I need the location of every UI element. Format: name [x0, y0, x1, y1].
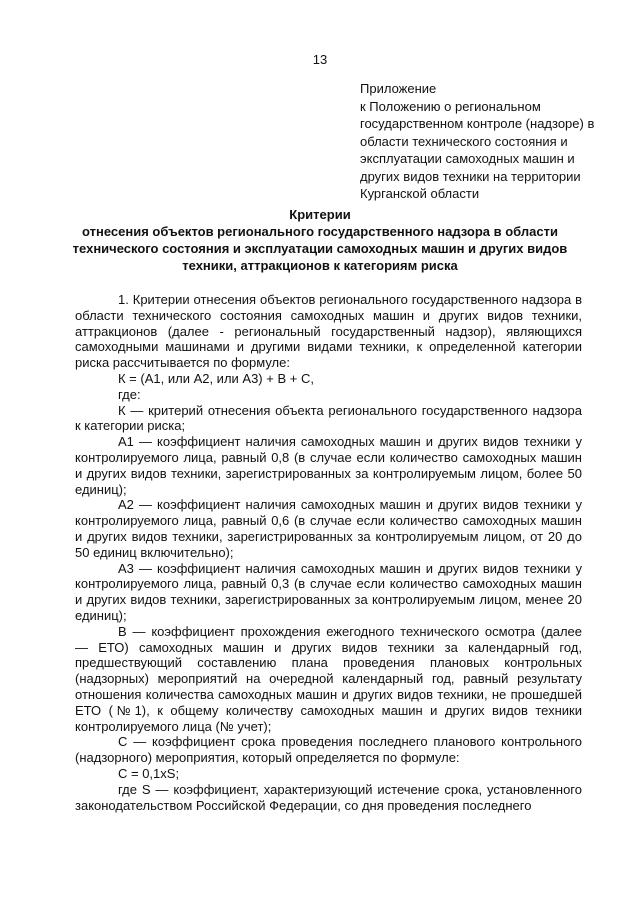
appendix-line: других видов техники на территории — [360, 168, 581, 184]
appendix-line: государственном контроле (надзоре) в — [360, 116, 595, 131]
formula-k: К = (А1, или А2, или А3) + В + С, — [118, 370, 314, 386]
definition-c: С — коэффициент срока проведения последнего планового контрольного (надзорного) мероприятия, который определяется по формуле: — [75, 734, 582, 766]
definition-s: где S — коэффициент, характеризующий истечение срока, установленного законодательством Российской Федерации, со дня проведения последнего — [75, 781, 582, 813]
definition-a1: А1 — коэффициент наличия самоходных машин и других видов техники у контролируемого лица, равный 0,8 (в случае если количество самоходных машин и других видов техники, зарегистрированных за контролируемым лицом, более 50 единиц); — [75, 434, 582, 497]
appendix-line: к Положению о региональном — [360, 98, 541, 114]
appendix-line: Приложение — [360, 81, 437, 96]
page-number: 13 — [312, 52, 328, 67]
appendix-line: области технического состояния и — [360, 133, 568, 149]
appendix-header — [360, 80, 620, 203]
formula-c: С = 0,1хS; — [118, 765, 180, 781]
definition-k: К — критерий отнесения объекта регионального государственного надзора к категории риска; — [75, 402, 582, 434]
appendix-line: эксплуатации самоходных машин и — [360, 151, 575, 166]
paragraph-criteria: 1. Критерии отнесения объектов регионального государственного надзора в области технического состояния самоходных машин и других видов техники, аттракционов (далее - региональный государственный надзор), являющихся самоходными машинами и другими видами техники, к определенной категории риска рассчитывается по формуле: — [75, 292, 582, 371]
definition-a3: А3 — коэффициент наличия самоходных машин и других видов техники у контролируемого лица, равный 0,3 (в случае если количество самоходных машин и других видов техники, зарегистрированных за контролируемым лицом, менее 20 единиц); — [75, 560, 582, 623]
definition-b: В — коэффициент прохождения ежегодного технического осмотра (далее — ЕТО) самоходных машин и других видов техники за календарный год, предшествующий составлению плана проведения плановых контрольных (надзорных) мероприятий на очередной календарный год, равный результату отношения количества самоходных машин и других видов техники, не прошедшей ЕТО (№1), к общему количеству самоходных машин и других видов техники контролируемого лица (№ учет); — [75, 623, 582, 734]
title-heading: Критерии — [289, 207, 351, 222]
title-line: технического состояния и эксплуатации самоходных машин и других видов — [72, 241, 568, 256]
title-line: техники, аттракционов к категориям риска — [182, 258, 458, 273]
appendix-line: Курганской области — [360, 186, 480, 201]
document-title — [60, 206, 580, 274]
definition-a2: А2 — коэффициент наличия самоходных машин и других видов техники у контролируемого лица, равный 0,6 (в случае если количество самоходных машин и других видов техники, зарегистрированных за контролируемым лицом, от 20 до 50 единиц включительно); — [75, 497, 582, 560]
title-line: отнесения объектов регионального государственного надзора в области — [82, 224, 558, 239]
document-body — [75, 292, 582, 813]
where-label: где: — [118, 386, 141, 402]
